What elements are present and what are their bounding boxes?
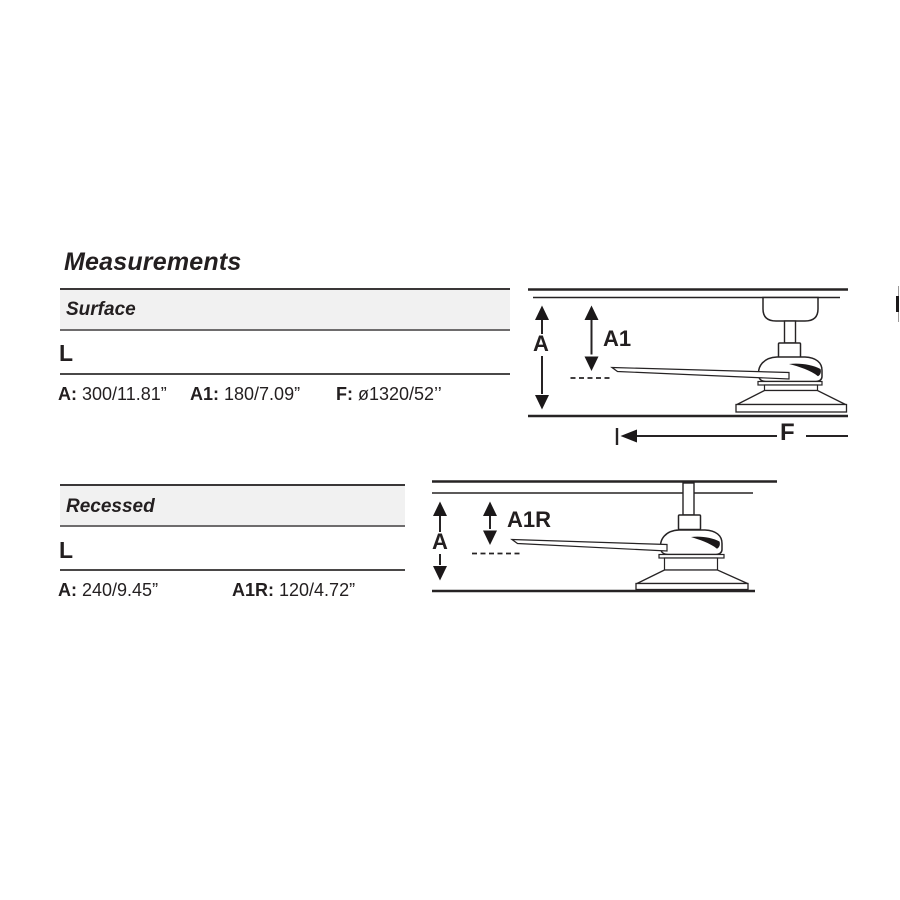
surface-spec-f xyxy=(336,384,442,405)
fan-side-view xyxy=(512,483,748,590)
bottom-rim xyxy=(636,584,748,590)
recessed-rule-model-bottom xyxy=(60,569,405,571)
recessed-header-label: Recessed xyxy=(66,496,155,517)
spec-label: A: xyxy=(58,580,77,600)
dim-label-a1: A1 xyxy=(603,326,632,351)
canopy xyxy=(763,298,818,322)
downrod xyxy=(785,321,796,343)
bottom-cone xyxy=(637,570,748,584)
recessed-diagram-linework xyxy=(432,477,780,595)
spec-value: 180/7.09” xyxy=(224,384,301,404)
surface-diagram-linework xyxy=(528,284,850,448)
recessed-spec-a xyxy=(58,580,158,601)
surface-header-label: Surface xyxy=(66,299,136,320)
dim-label-a: A xyxy=(533,331,549,356)
neck xyxy=(765,385,818,391)
spec-label: F: xyxy=(336,384,353,404)
downrod xyxy=(683,483,694,515)
spec-value: ø1320/52’’ xyxy=(358,384,442,404)
fan-side-view xyxy=(612,298,847,413)
spec-value: 120/4.72” xyxy=(279,580,356,600)
spec-label: A1: xyxy=(190,384,220,404)
rod-coupling xyxy=(679,515,701,530)
recessed-rule-header-bottom xyxy=(60,525,405,527)
surface-spec-a xyxy=(58,384,167,405)
bottom-cone xyxy=(737,391,846,405)
spec-label: A1R: xyxy=(232,580,275,600)
dimension-arrow-f xyxy=(617,428,848,445)
dimension-arrow-a1 xyxy=(585,306,599,372)
page-title: Measurements xyxy=(64,248,242,276)
rod-coupling xyxy=(779,343,801,358)
surface-rule-model-bottom xyxy=(60,373,510,375)
spec-value: 300/11.81” xyxy=(82,384,167,404)
surface-spec-a1 xyxy=(190,384,300,405)
dim-label-a: A xyxy=(432,529,448,554)
bottom-rim xyxy=(736,405,847,413)
recessed-spec-a1r xyxy=(232,580,355,601)
dimension-arrow-a xyxy=(535,306,549,410)
fan-blade xyxy=(512,540,667,552)
dim-label-a1r: A1R xyxy=(507,507,552,532)
neck xyxy=(665,558,718,570)
dim-label-f: F xyxy=(780,419,795,446)
recessed-model-label: L xyxy=(59,537,74,563)
surface-model-label: L xyxy=(59,340,74,366)
spec-value: 240/9.45” xyxy=(82,580,159,600)
spec-label: A: xyxy=(58,384,77,404)
dimension-arrow-a1r xyxy=(483,502,497,546)
surface-rule-header-bottom xyxy=(60,329,510,331)
